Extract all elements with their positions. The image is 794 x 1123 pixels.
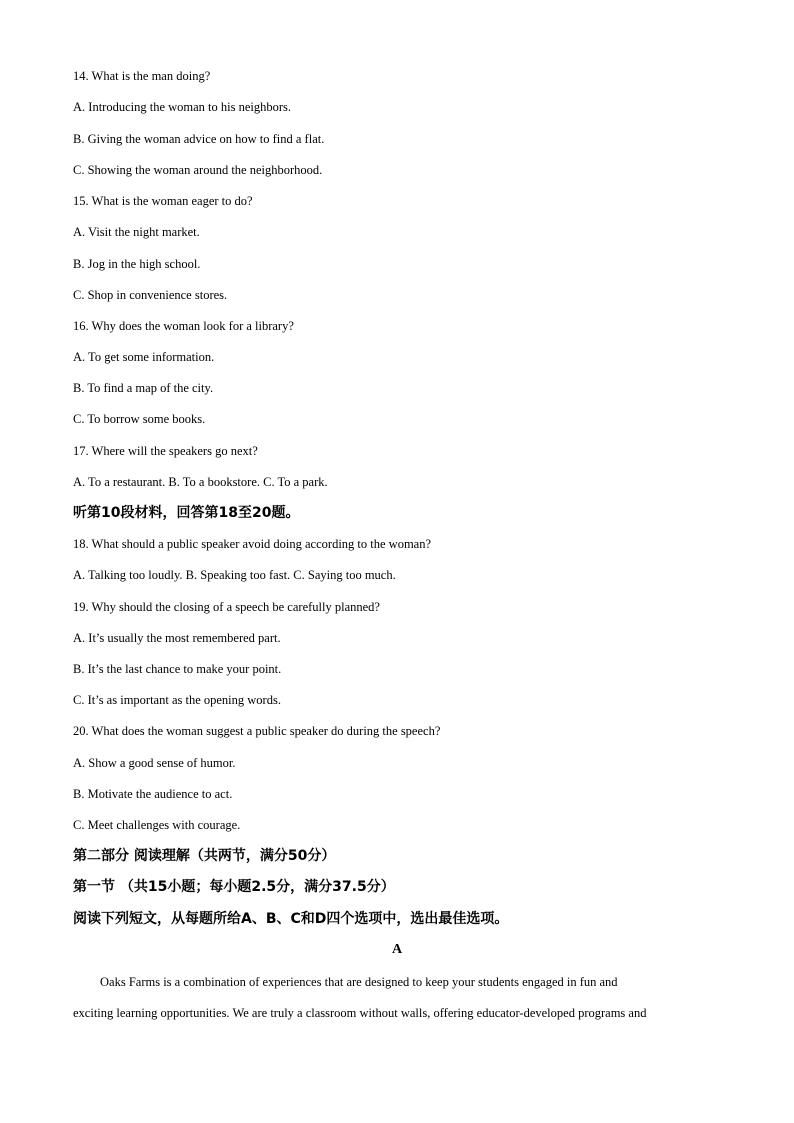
option-20a: A. Show a good sense of humor.: [73, 756, 236, 770]
question-17: 17. Where will the speakers go next?: [73, 444, 258, 458]
option-15c: C. Shop in convenience stores.: [73, 288, 228, 302]
option-20b: B. Motivate the audience to act.: [73, 787, 233, 801]
passage-line-2: exciting learning opportunities. We are truly a classroom without walls, offering educator-developed programs and: [73, 1006, 647, 1020]
option-19c: C. It’s as important as the opening words.: [73, 693, 281, 707]
option-16c: C. To borrow some books.: [73, 412, 206, 426]
section-one-heading: 第一节 （共15小题；每小题2.5分，满分37.5分）: [73, 879, 395, 895]
question-15: 15. What is the woman eager to do?: [73, 194, 253, 208]
reading-instruction: 阅读下列短文，从每题所给A、B、C和D四个选项中，选出最佳选项。: [73, 911, 509, 927]
option-14a: A. Introducing the woman to his neighbors.: [73, 100, 292, 114]
option-19b: B. It’s the last chance to make your point.: [73, 662, 282, 676]
passage-line-1: Oaks Farms is a combination of experiences that are designed to keep your students engaged in fun and: [100, 975, 618, 989]
options-18: A. Talking too loudly. B. Speaking too fast. C. Saying too much.: [73, 568, 396, 582]
question-20: 20. What does the woman suggest a public speaker do during the speech?: [73, 724, 441, 738]
question-14: 14. What is the man doing?: [73, 69, 211, 83]
option-19a: A. It’s usually the most remembered part.: [73, 631, 281, 645]
question-19: 19. Why should the closing of a speech be carefully planned?: [73, 600, 380, 614]
part-two-heading: 第二部分 阅读理解（共两节，满分50分）: [73, 848, 336, 864]
option-15a: A. Visit the night market.: [73, 225, 200, 239]
option-16a: A. To get some information.: [73, 350, 215, 364]
passage-letter: A: [391, 942, 403, 957]
option-16b: B. To find a map of the city.: [73, 381, 214, 395]
option-14b: B. Giving the woman advice on how to find a flat.: [73, 132, 325, 146]
options-17: A. To a restaurant. B. To a bookstore. C. To a park.: [73, 475, 328, 489]
option-15b: B. Jog in the high school.: [73, 257, 201, 271]
question-18: 18. What should a public speaker avoid doing according to the woman?: [73, 537, 432, 551]
section-heading-10: 听第10段材料，回答第18至20题。: [73, 505, 300, 521]
option-20c: C. Meet challenges with courage.: [73, 818, 241, 832]
option-14c: C. Showing the woman around the neighborhood.: [73, 163, 323, 177]
question-16: 16. Why does the woman look for a library?: [73, 319, 294, 333]
